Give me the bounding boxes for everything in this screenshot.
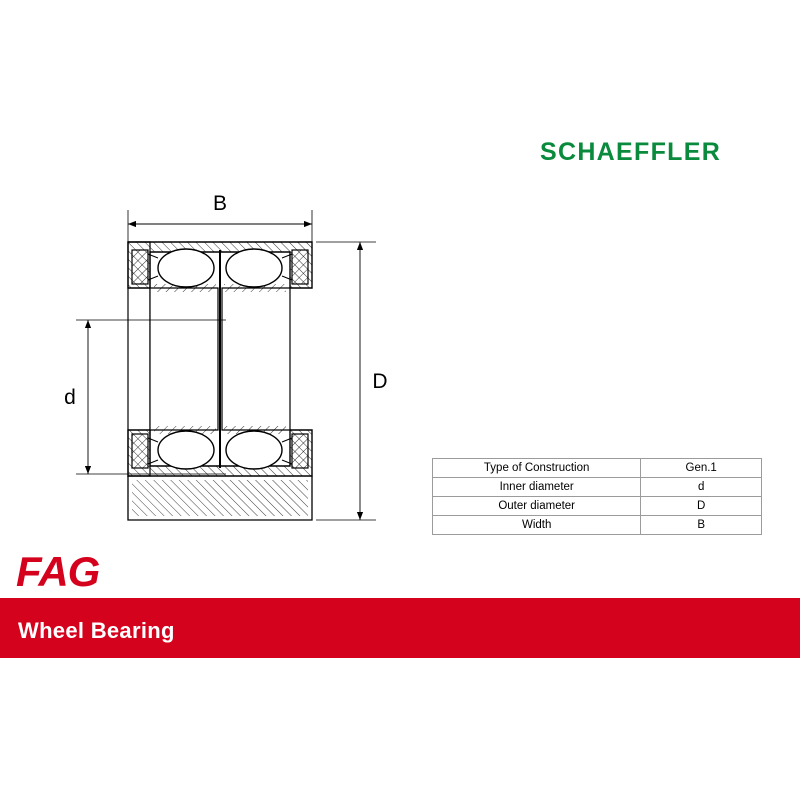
spec-value: d — [641, 478, 762, 497]
schaeffler-wordmark: SCHAEFFLER — [540, 138, 722, 166]
fag-logo: FAG — [16, 548, 100, 595]
spec-label: Outer diameter — [433, 497, 641, 516]
table-row — [433, 516, 762, 535]
bearing-drawing-svg — [40, 180, 440, 560]
dimension-label-B: B — [212, 192, 228, 215]
spec-label: Width — [433, 516, 641, 535]
table-row — [433, 497, 762, 516]
table-row — [433, 459, 762, 478]
dimension-label-d: d — [64, 386, 76, 409]
spec-value: B — [641, 516, 762, 535]
spec-label: Inner diameter — [433, 478, 641, 497]
table-row — [433, 478, 762, 497]
bearing-technical-drawing — [40, 180, 440, 560]
dimension-label-D: D — [372, 370, 388, 393]
spec-value: D — [641, 497, 762, 516]
spec-label: Type of Construction — [433, 459, 641, 478]
spec-value: Gen.1 — [641, 459, 762, 478]
product-title: Wheel Bearing — [18, 618, 175, 643]
specification-table — [432, 458, 762, 535]
